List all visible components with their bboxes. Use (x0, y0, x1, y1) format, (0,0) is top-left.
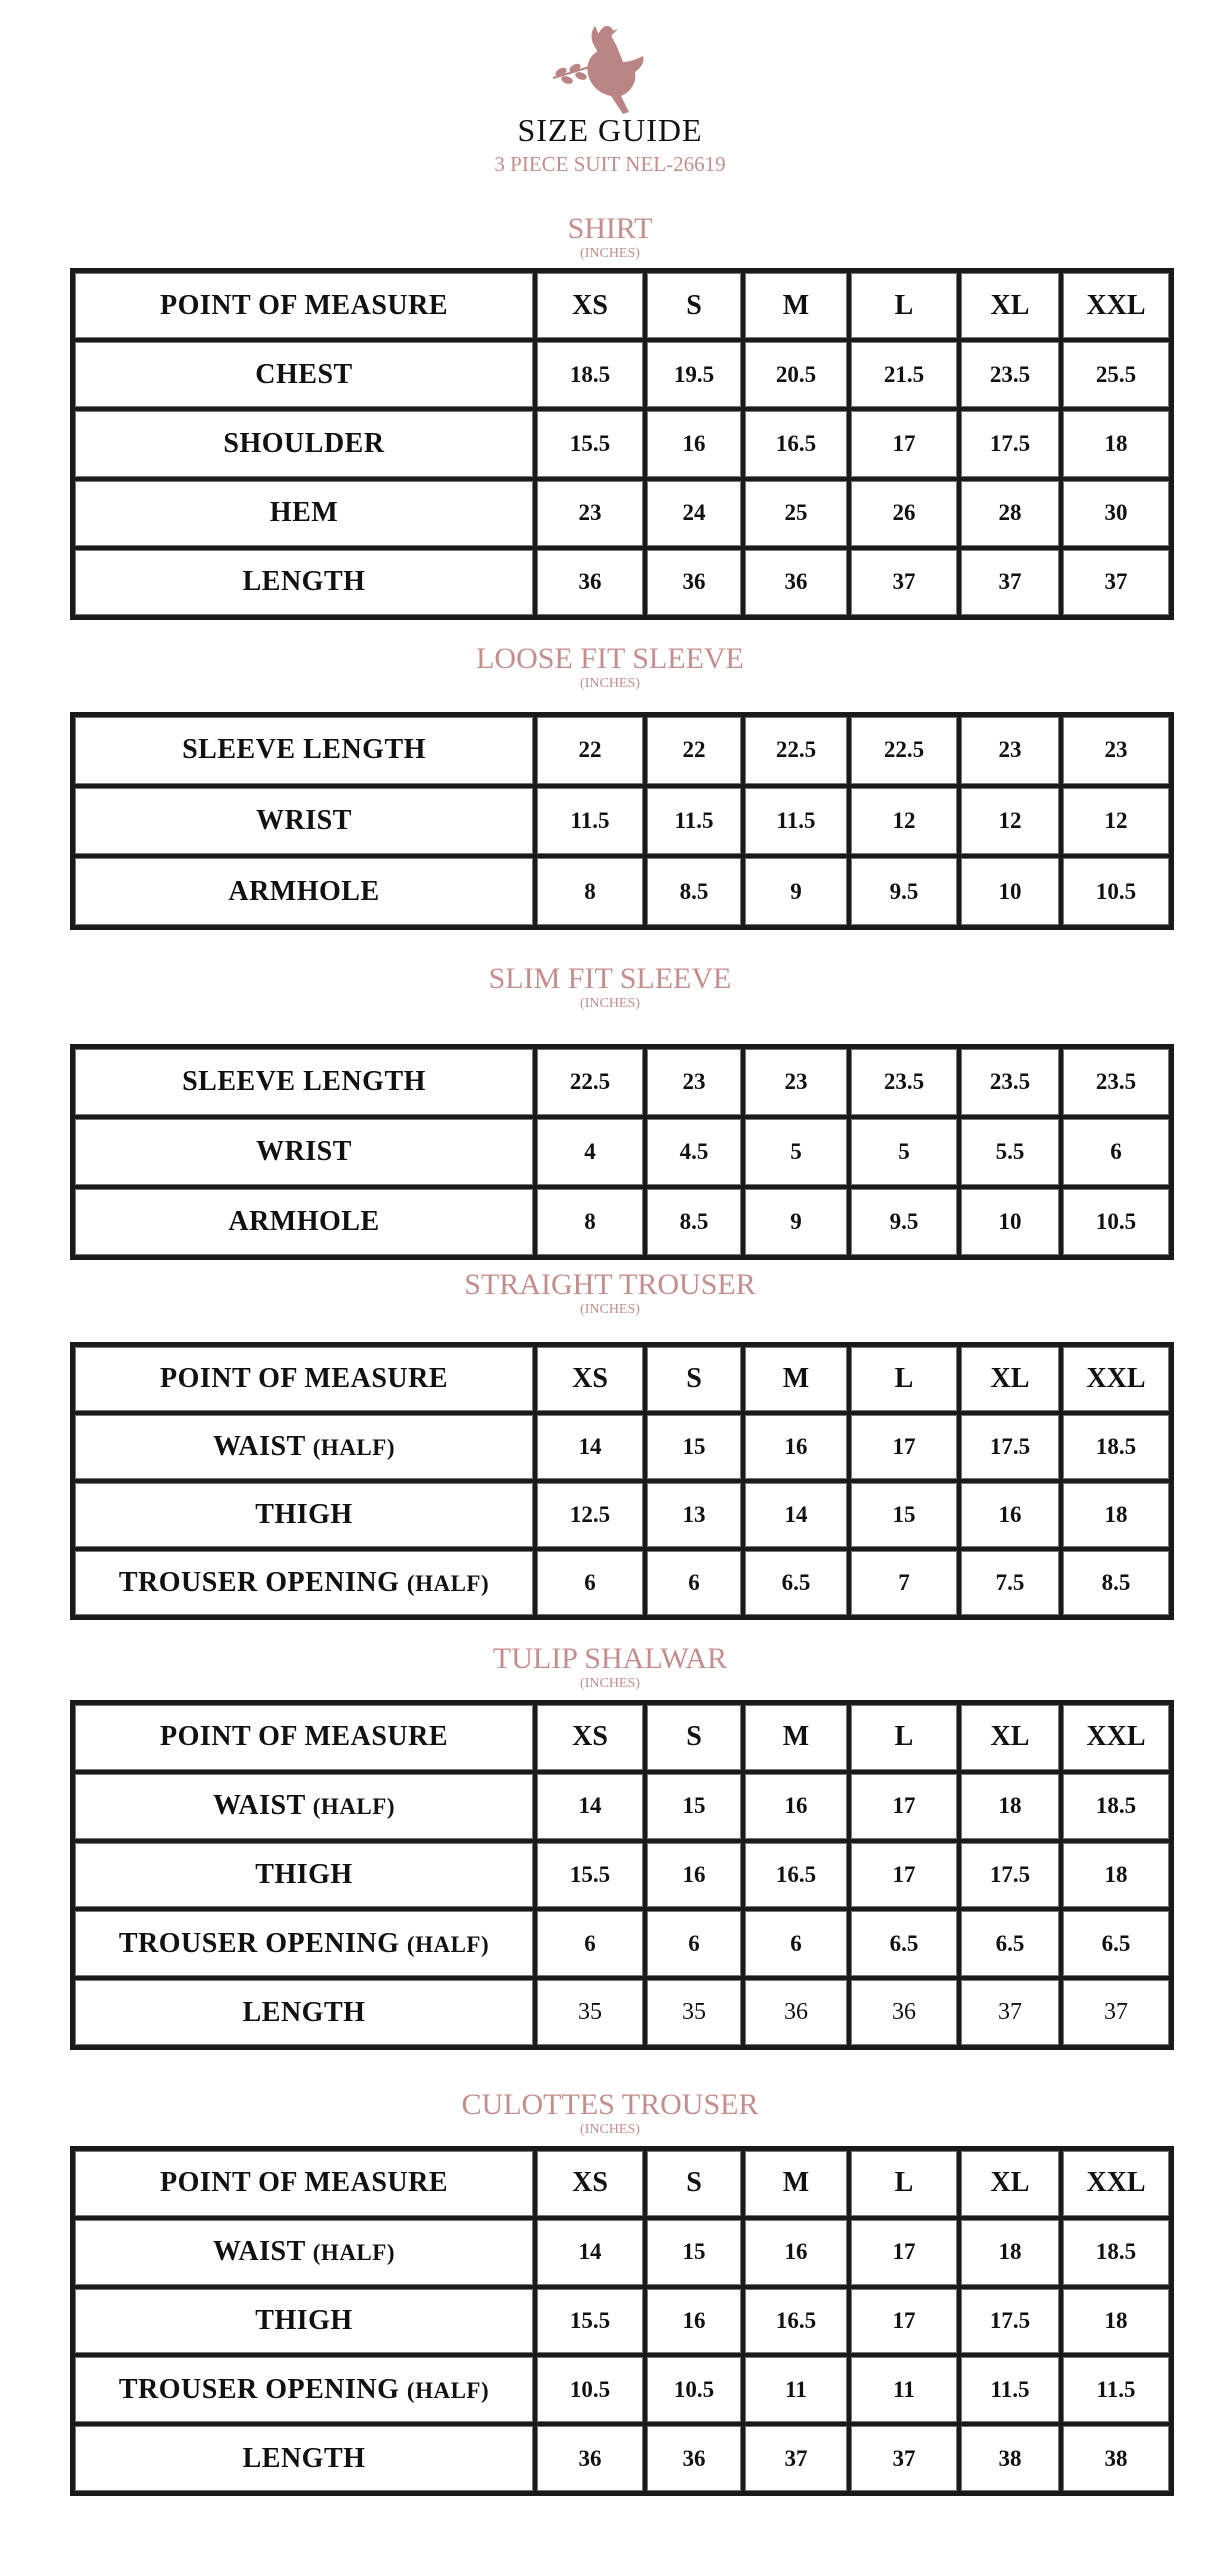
table-row (73, 1978, 1171, 2047)
measure-label: SHOULDER (73, 409, 535, 478)
size-value-cell: 23 (1061, 715, 1171, 786)
size-value-cell: 16 (743, 1772, 849, 1841)
section-title: TULIP SHALWAR (492, 1642, 728, 1675)
size-value-cell: 15 (645, 1413, 743, 1481)
size-value-cell: 15 (645, 1772, 743, 1841)
measure-label: TROUSER OPENING (118, 1927, 400, 1959)
size-value-cell: 25.5 (1061, 340, 1171, 409)
size-value-cell: 12 (1061, 786, 1171, 857)
table-row (73, 2424, 1171, 2493)
measure-label-cell (73, 2287, 535, 2356)
size-value-cell: 10.5 (1061, 1187, 1171, 1257)
measure-qualifier: (HALF) (406, 1571, 490, 1596)
size-value-cell: 19.5 (645, 340, 743, 409)
header-cell-measure: POINT OF MEASURE (73, 1703, 535, 1772)
table-row (73, 1909, 1171, 1978)
measure-label: SLEEVE LENGTH (73, 1047, 535, 1117)
size-value-cell: 10 (959, 1187, 1061, 1257)
slim-fit-sleeve-section (0, 962, 1220, 1012)
size-value-cell: 18 (1061, 2287, 1171, 2356)
table-header-row (73, 1703, 1171, 1772)
section-title: STRAIGHT TROUSER (464, 1268, 756, 1301)
size-value-cell: 6.5 (849, 1909, 959, 1978)
measure-label: TROUSER OPENING (118, 2373, 400, 2405)
size-value-cell: 18.5 (1061, 2218, 1171, 2287)
size-value-cell: 24 (645, 479, 743, 548)
table-row (73, 2287, 1171, 2356)
size-value-cell: 11 (849, 2355, 959, 2424)
measure-label-cell (73, 1978, 535, 2047)
size-value-cell: 22.5 (849, 715, 959, 786)
size-value-cell: 7 (849, 1549, 959, 1617)
size-value-cell: 17 (849, 1772, 959, 1841)
size-value-cell: 28 (959, 479, 1061, 548)
measure-label: WRIST (73, 786, 535, 857)
shirt-section (0, 212, 1220, 262)
measure-label: ARMHOLE (73, 1187, 535, 1257)
size-value-cell: 17 (849, 1413, 959, 1481)
measure-label-cell (73, 1841, 535, 1910)
size-value-cell: 6 (743, 1909, 849, 1978)
size-value-cell: 17.5 (959, 409, 1061, 478)
section-title: CULOTTES TROUSER (461, 2088, 759, 2121)
size-value-cell: 16.5 (743, 2287, 849, 2356)
size-value-cell: 17.5 (959, 2287, 1061, 2356)
size-value-cell: 23 (743, 1047, 849, 1117)
header-cell-size: L (849, 1703, 959, 1772)
header-cell-size: XL (959, 1703, 1061, 1772)
measure-qualifier: (HALF) (406, 2377, 490, 2403)
size-value-cell: 12.5 (535, 1481, 645, 1549)
size-value-cell: 14 (535, 1772, 645, 1841)
size-value-cell: 17 (849, 409, 959, 478)
table-row (73, 1047, 1171, 1117)
size-value-cell: 23 (959, 715, 1061, 786)
size-value-cell: 25 (743, 479, 849, 548)
size-value-cell: 6.5 (743, 1549, 849, 1617)
size-value-cell: 36 (743, 1978, 849, 2047)
size-value-cell: 15.5 (535, 409, 645, 478)
size-value-cell: 14 (535, 1413, 645, 1481)
table-row (73, 715, 1171, 786)
size-value-cell: 8.5 (645, 1187, 743, 1257)
size-value-cell: 6.5 (1061, 1909, 1171, 1978)
table-header-row (73, 2149, 1171, 2218)
section-unit: (INCHES) (580, 2122, 640, 2137)
size-value-cell: 18 (1061, 1481, 1171, 1549)
size-value-cell: 5 (849, 1117, 959, 1187)
table-row (73, 786, 1171, 857)
size-value-cell: 15 (645, 2218, 743, 2287)
header-cell-measure: POINT OF MEASURE (73, 271, 535, 340)
table-row (73, 1481, 1171, 1549)
size-value-cell: 10.5 (535, 2355, 645, 2424)
size-value-cell: 15.5 (535, 2287, 645, 2356)
size-value-cell: 18.5 (535, 340, 645, 409)
table-row (73, 1117, 1171, 1187)
size-value-cell: 6 (1061, 1117, 1171, 1187)
header-cell-measure: POINT OF MEASURE (73, 1345, 535, 1413)
measure-label: WAIST (213, 1431, 306, 1462)
table-header-row (73, 1345, 1171, 1413)
measure-label-cell (73, 1413, 535, 1481)
size-value-cell: 14 (743, 1481, 849, 1549)
table-row (73, 2218, 1171, 2287)
header-cell-size: S (645, 1703, 743, 1772)
measure-qualifier: (HALF) (312, 1794, 395, 1820)
size-value-cell: 5 (743, 1117, 849, 1187)
measure-qualifier: (HALF) (312, 1435, 395, 1460)
header-cell-size: S (645, 1345, 743, 1413)
table-row (73, 1841, 1171, 1910)
size-value-cell: 23 (535, 479, 645, 548)
size-value-cell: 20.5 (743, 340, 849, 409)
size-value-cell: 35 (535, 1978, 645, 2047)
page-title: SIZE GUIDE (517, 112, 703, 148)
size-value-cell: 23.5 (849, 1047, 959, 1117)
size-value-cell: 11.5 (645, 786, 743, 857)
size-value-cell: 23.5 (1061, 1047, 1171, 1117)
size-value-cell: 5.5 (959, 1117, 1061, 1187)
header-cell-size: M (743, 1345, 849, 1413)
measure-label-cell (73, 1549, 535, 1617)
measure-label-cell (73, 1481, 535, 1549)
header-cell-size: XXL (1061, 1345, 1171, 1413)
size-value-cell: 4 (535, 1117, 645, 1187)
size-value-cell: 23 (645, 1047, 743, 1117)
slim-fit-sleeve-table (70, 1044, 1174, 1260)
header-cell-size: L (849, 2149, 959, 2218)
size-value-cell: 36 (535, 548, 645, 617)
measure-label: WAIST (213, 2236, 306, 2268)
table-row (73, 2355, 1171, 2424)
size-value-cell: 18 (959, 1772, 1061, 1841)
size-value-cell: 4.5 (645, 1117, 743, 1187)
header-cell-size: M (743, 1703, 849, 1772)
size-value-cell: 11.5 (743, 786, 849, 857)
size-value-cell: 11.5 (1061, 2355, 1171, 2424)
size-value-cell: 37 (959, 548, 1061, 617)
size-value-cell: 37 (1061, 548, 1171, 617)
size-value-cell: 16 (743, 2218, 849, 2287)
size-value-cell: 37 (849, 548, 959, 617)
size-value-cell: 35 (645, 1978, 743, 2047)
size-value-cell: 22.5 (535, 1047, 645, 1117)
table-header-row (73, 271, 1171, 340)
size-value-cell: 8 (535, 856, 645, 927)
size-value-cell: 38 (959, 2424, 1061, 2493)
size-value-cell: 36 (849, 1978, 959, 2047)
tulip-shalwar-section (0, 1642, 1220, 1692)
measure-label: HEM (73, 479, 535, 548)
header-cell-size: XL (959, 271, 1061, 340)
header-cell-size: XS (535, 1345, 645, 1413)
section-unit: (INCHES) (580, 1302, 640, 1317)
measure-label: CHEST (73, 340, 535, 409)
table-row (73, 479, 1171, 548)
measure-label: THIGH (255, 1499, 353, 1530)
size-value-cell: 26 (849, 479, 959, 548)
section-unit: (INCHES) (580, 1676, 640, 1691)
size-value-cell: 6.5 (959, 1909, 1061, 1978)
table-row (73, 340, 1171, 409)
size-value-cell: 9 (743, 1187, 849, 1257)
size-value-cell: 15.5 (535, 1841, 645, 1910)
header-cell-size: XL (959, 1345, 1061, 1413)
size-value-cell: 37 (1061, 1978, 1171, 2047)
size-value-cell: 17.5 (959, 1413, 1061, 1481)
culottes-trouser-section (0, 2088, 1220, 2138)
size-value-cell: 13 (645, 1481, 743, 1549)
size-value-cell: 23.5 (959, 340, 1061, 409)
size-value-cell: 12 (849, 786, 959, 857)
table-row (73, 409, 1171, 478)
size-value-cell: 11 (743, 2355, 849, 2424)
section-unit: (INCHES) (580, 246, 640, 261)
loose-fit-sleeve-section (0, 642, 1220, 692)
measure-label: LENGTH (242, 2442, 366, 2474)
header-cell-size: XXL (1061, 271, 1171, 340)
header-cell-measure: POINT OF MEASURE (73, 2149, 535, 2218)
size-value-cell: 18 (959, 2218, 1061, 2287)
size-value-cell: 9.5 (849, 1187, 959, 1257)
header-cell-size: M (743, 271, 849, 340)
size-value-cell: 8 (535, 1187, 645, 1257)
size-value-cell: 36 (645, 548, 743, 617)
size-value-cell: 14 (535, 2218, 645, 2287)
section-unit: (INCHES) (580, 676, 640, 691)
header-cell-size: XS (535, 1703, 645, 1772)
section-unit: (INCHES) (580, 996, 640, 1011)
measure-label: LENGTH (73, 548, 535, 617)
size-value-cell: 16 (645, 409, 743, 478)
size-value-cell: 36 (645, 2424, 743, 2493)
size-value-cell: 15 (849, 1481, 959, 1549)
measure-qualifier: (HALF) (312, 2240, 395, 2266)
header-cell-size: M (743, 2149, 849, 2218)
measure-label: WRIST (73, 1117, 535, 1187)
header-cell-size: XXL (1061, 1703, 1171, 1772)
measure-label: TROUSER OPENING (118, 1567, 400, 1598)
size-value-cell: 17.5 (959, 1841, 1061, 1910)
size-value-cell: 21.5 (849, 340, 959, 409)
size-value-cell: 11.5 (535, 786, 645, 857)
size-value-cell: 18.5 (1061, 1413, 1171, 1481)
measure-label: SLEEVE LENGTH (73, 715, 535, 786)
size-value-cell: 18 (1061, 1841, 1171, 1910)
section-title: LOOSE FIT SLEEVE (476, 642, 744, 675)
tulip-shalwar-table (70, 1700, 1174, 2050)
straight-trouser-table (70, 1342, 1174, 1620)
size-value-cell: 9 (743, 856, 849, 927)
size-value-cell: 16.5 (743, 409, 849, 478)
size-value-cell: 12 (959, 786, 1061, 857)
header-cell-size: XS (535, 2149, 645, 2218)
section-title: SLIM FIT SLEEVE (488, 962, 732, 995)
table-row (73, 548, 1171, 617)
size-value-cell: 18 (1061, 409, 1171, 478)
size-value-cell: 22.5 (743, 715, 849, 786)
size-value-cell: 6 (535, 1549, 645, 1617)
size-value-cell: 10.5 (645, 2355, 743, 2424)
size-value-cell: 22 (535, 715, 645, 786)
table-row (73, 1549, 1171, 1617)
measure-label: WAIST (213, 1790, 306, 1822)
header-cell-size: XXL (1061, 2149, 1171, 2218)
table-row (73, 1413, 1171, 1481)
header-cell-size: S (645, 271, 743, 340)
measure-label-cell (73, 1909, 535, 1978)
size-value-cell: 8.5 (645, 856, 743, 927)
size-value-cell: 16 (959, 1481, 1061, 1549)
size-value-cell: 8.5 (1061, 1549, 1171, 1617)
size-value-cell: 16 (645, 2287, 743, 2356)
measure-label: THIGH (255, 2304, 353, 2336)
size-value-cell: 6 (645, 1909, 743, 1978)
table-row (73, 856, 1171, 927)
size-value-cell: 6 (645, 1549, 743, 1617)
measure-label-cell (73, 2218, 535, 2287)
size-value-cell: 17 (849, 1841, 959, 1910)
size-value-cell: 11.5 (959, 2355, 1061, 2424)
measure-qualifier: (HALF) (406, 1931, 490, 1957)
page-subtitle: 3 PIECE SUIT NEL-26619 (494, 152, 726, 176)
size-value-cell: 17 (849, 2287, 959, 2356)
size-value-cell: 37 (743, 2424, 849, 2493)
size-value-cell: 36 (535, 2424, 645, 2493)
measure-label: THIGH (255, 1858, 353, 1890)
measure-label-cell (73, 2355, 535, 2424)
header-cell-size: XS (535, 271, 645, 340)
header-cell-size: L (849, 1345, 959, 1413)
header-cell-size: S (645, 2149, 743, 2218)
measure-label: ARMHOLE (73, 856, 535, 927)
measure-label-cell (73, 2424, 535, 2493)
section-title: SHIRT (567, 212, 653, 245)
size-value-cell: 10.5 (1061, 856, 1171, 927)
measure-label: LENGTH (242, 1996, 366, 2028)
size-value-cell: 6 (535, 1909, 645, 1978)
table-row (73, 1187, 1171, 1257)
size-value-cell: 36 (743, 548, 849, 617)
size-value-cell: 37 (959, 1978, 1061, 2047)
table-row (73, 1772, 1171, 1841)
shirt-table (70, 268, 1174, 620)
size-value-cell: 18.5 (1061, 1772, 1171, 1841)
size-value-cell: 22 (645, 715, 743, 786)
header-cell-size: L (849, 271, 959, 340)
size-value-cell: 16 (645, 1841, 743, 1910)
size-value-cell: 30 (1061, 479, 1171, 548)
size-value-cell: 16.5 (743, 1841, 849, 1910)
size-value-cell: 9.5 (849, 856, 959, 927)
size-value-cell: 38 (1061, 2424, 1171, 2493)
measure-label-cell (73, 1772, 535, 1841)
size-value-cell: 10 (959, 856, 1061, 927)
size-value-cell: 17 (849, 2218, 959, 2287)
culottes-trouser-table (70, 2146, 1174, 2496)
size-value-cell: 7.5 (959, 1549, 1061, 1617)
straight-trouser-section (0, 1268, 1220, 1318)
size-value-cell: 16 (743, 1413, 849, 1481)
size-value-cell: 23.5 (959, 1047, 1061, 1117)
size-value-cell: 37 (849, 2424, 959, 2493)
header-cell-size: XL (959, 2149, 1061, 2218)
loose-fit-sleeve-table (70, 712, 1174, 930)
dove-logo (545, 22, 655, 122)
